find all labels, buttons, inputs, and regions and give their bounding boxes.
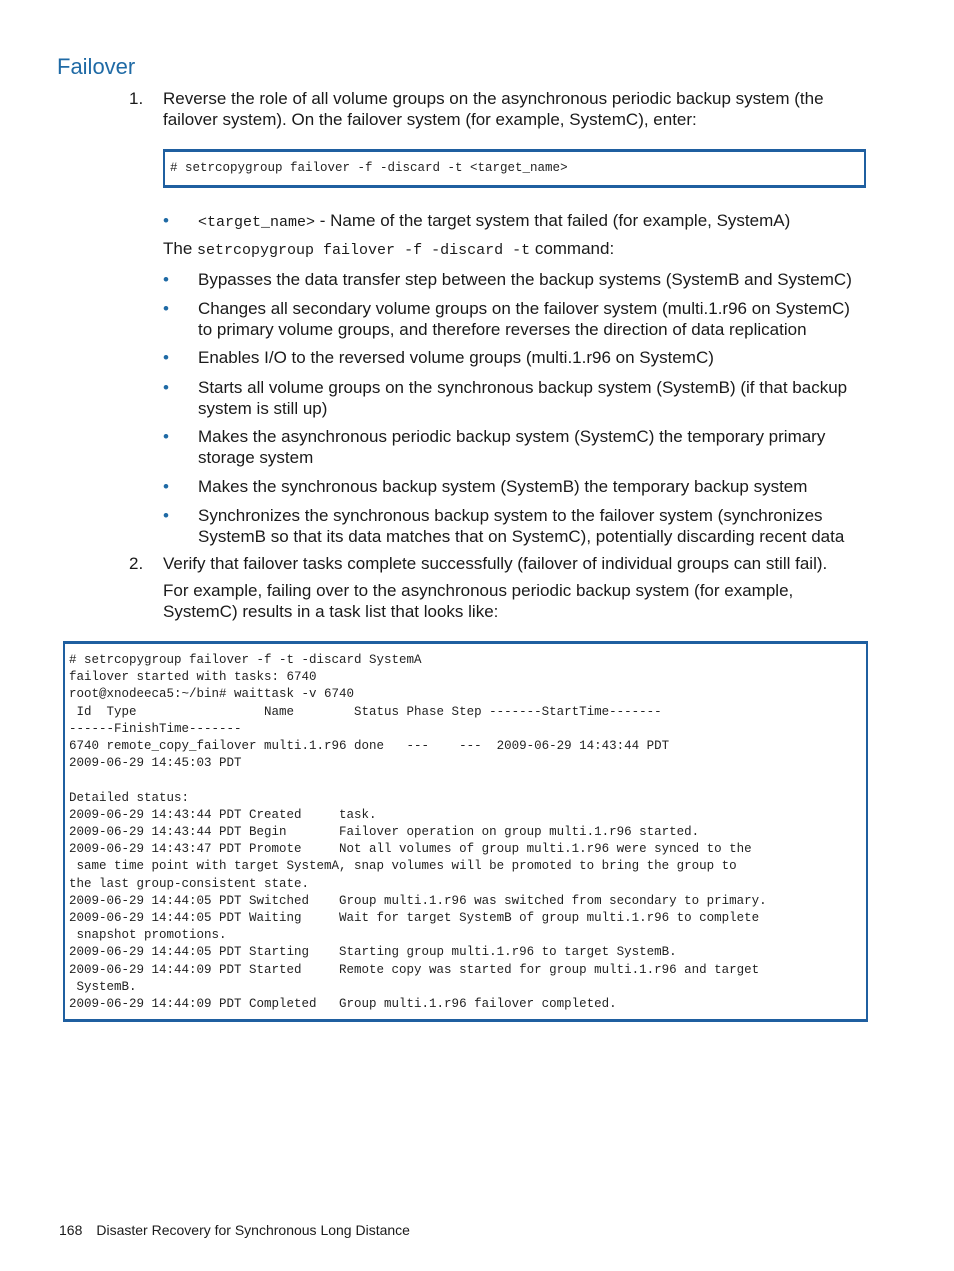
task-output-code: # setrcopygroup failover -f -t -discard SystemA failover started with tasks: 6740 root@xnodeeca5:~/bin# waittask -v 6740 Id Type Name Status Phase Step -------StartTime------- ------FinishTime------- 6740 remote_copy_failover multi.1.r96 done --- --- 2009-06-29 14:43:44 PDT 2009-06-29 14:45:03 PDT Detailed status: 2009-06-29 14:43:44 PDT Created task. 2009-06-29 14:43:44 PDT Begin Failover operation on group multi.1.r96 started. 2009-06-29 14:43:47 PDT Promote Not all volumes of group multi.1.r96 were synced to the same time point with target SystemA, snap volumes will be promoted to bring the group to the last group-consistent state. 2009-06-29 14:44:05 PDT Switched Group multi.1.r96 was switched from secondary to primary. 2009-06-29 14:44:05 PDT Waiting Wait for target SystemB of group multi.1.r96 to complete snapshot promotions. 2009-06-29 14:44:05 PDT Starting Starting group multi.1.r96 to target SystemB. 2009-06-29 14:44:09 PDT Started Remote copy was started for group multi.1.r96 and target SystemB. 2009-06-29 14:44:09 PDT Completed Group multi.1.r96 failover completed. [69, 653, 767, 1012]
param-code: <target_name> [198, 214, 316, 231]
step-2-text: Verify that failover tasks complete successfully (failover of individual groups can still fail). [163, 554, 828, 573]
param-text: - Name of the target system that failed (for example, SystemA) [315, 211, 791, 230]
param-bullet [163, 210, 868, 231]
task-output-code-block [63, 641, 868, 1022]
list-item-text: Synchronizes the synchronous backup system to the failover system (synchronizes SystemB so that its data matches that on SystemC), potentially discarding recent data [198, 506, 845, 546]
param-description [198, 210, 868, 233]
list-item-text: Starts all volume groups on the synchronous backup system (SystemB) (if that backup system is still up) [198, 378, 848, 418]
list-item-text: Makes the synchronous backup system (SystemB) the temporary backup system [198, 477, 808, 496]
bullet-icon: • [163, 477, 169, 496]
command-intro-after: command: [530, 239, 615, 258]
bullet-icon: • [163, 378, 169, 397]
bullet-icon: • [163, 270, 169, 289]
bullet-icon: • [163, 348, 169, 367]
command-intro-before: The [163, 239, 198, 258]
page-footer [59, 1222, 410, 1238]
list-item-text: Makes the asynchronous periodic backup system (SystemC) the temporary primary storage system [198, 427, 826, 467]
bullet-icon: • [163, 299, 169, 318]
footer-title: Disaster Recovery for Synchronous Long Distance [96, 1222, 410, 1238]
list-item-text: Changes all secondary volume groups on the failover system (multi.1.r96 on SystemC) to primary volume groups, and therefore reverses the direction of data replication [198, 299, 850, 339]
step-number-1: 1. [129, 89, 144, 108]
page-number: 168 [59, 1222, 83, 1238]
section-heading: Failover [57, 54, 136, 79]
step-1-text: Reverse the role of all volume groups on the asynchronous periodic backup system (the failover system). On the failover system (for example, SystemC), enter: [163, 89, 824, 129]
bullet-icon: • [163, 427, 169, 446]
command-intro [163, 238, 868, 261]
command-code: # setrcopygroup failover -f -discard -t <target_name> [170, 161, 568, 175]
step-number-2: 2. [129, 554, 144, 573]
command-code-block [163, 149, 866, 188]
bullet-icon: • [163, 506, 169, 525]
bullet-icon: • [163, 211, 169, 230]
list-item-text: Bypasses the data transfer step between the backup systems (SystemB and SystemC) [198, 270, 852, 289]
command-intro-code: setrcopygroup failover -f -discard -t [197, 242, 531, 259]
step-2-example: For example, failing over to the asynchronous periodic backup system (for example, SystemC) results in a task list that looks like: [163, 581, 794, 621]
list-item-text: Enables I/O to the reversed volume groups (multi.1.r96 on SystemC) [198, 348, 714, 367]
